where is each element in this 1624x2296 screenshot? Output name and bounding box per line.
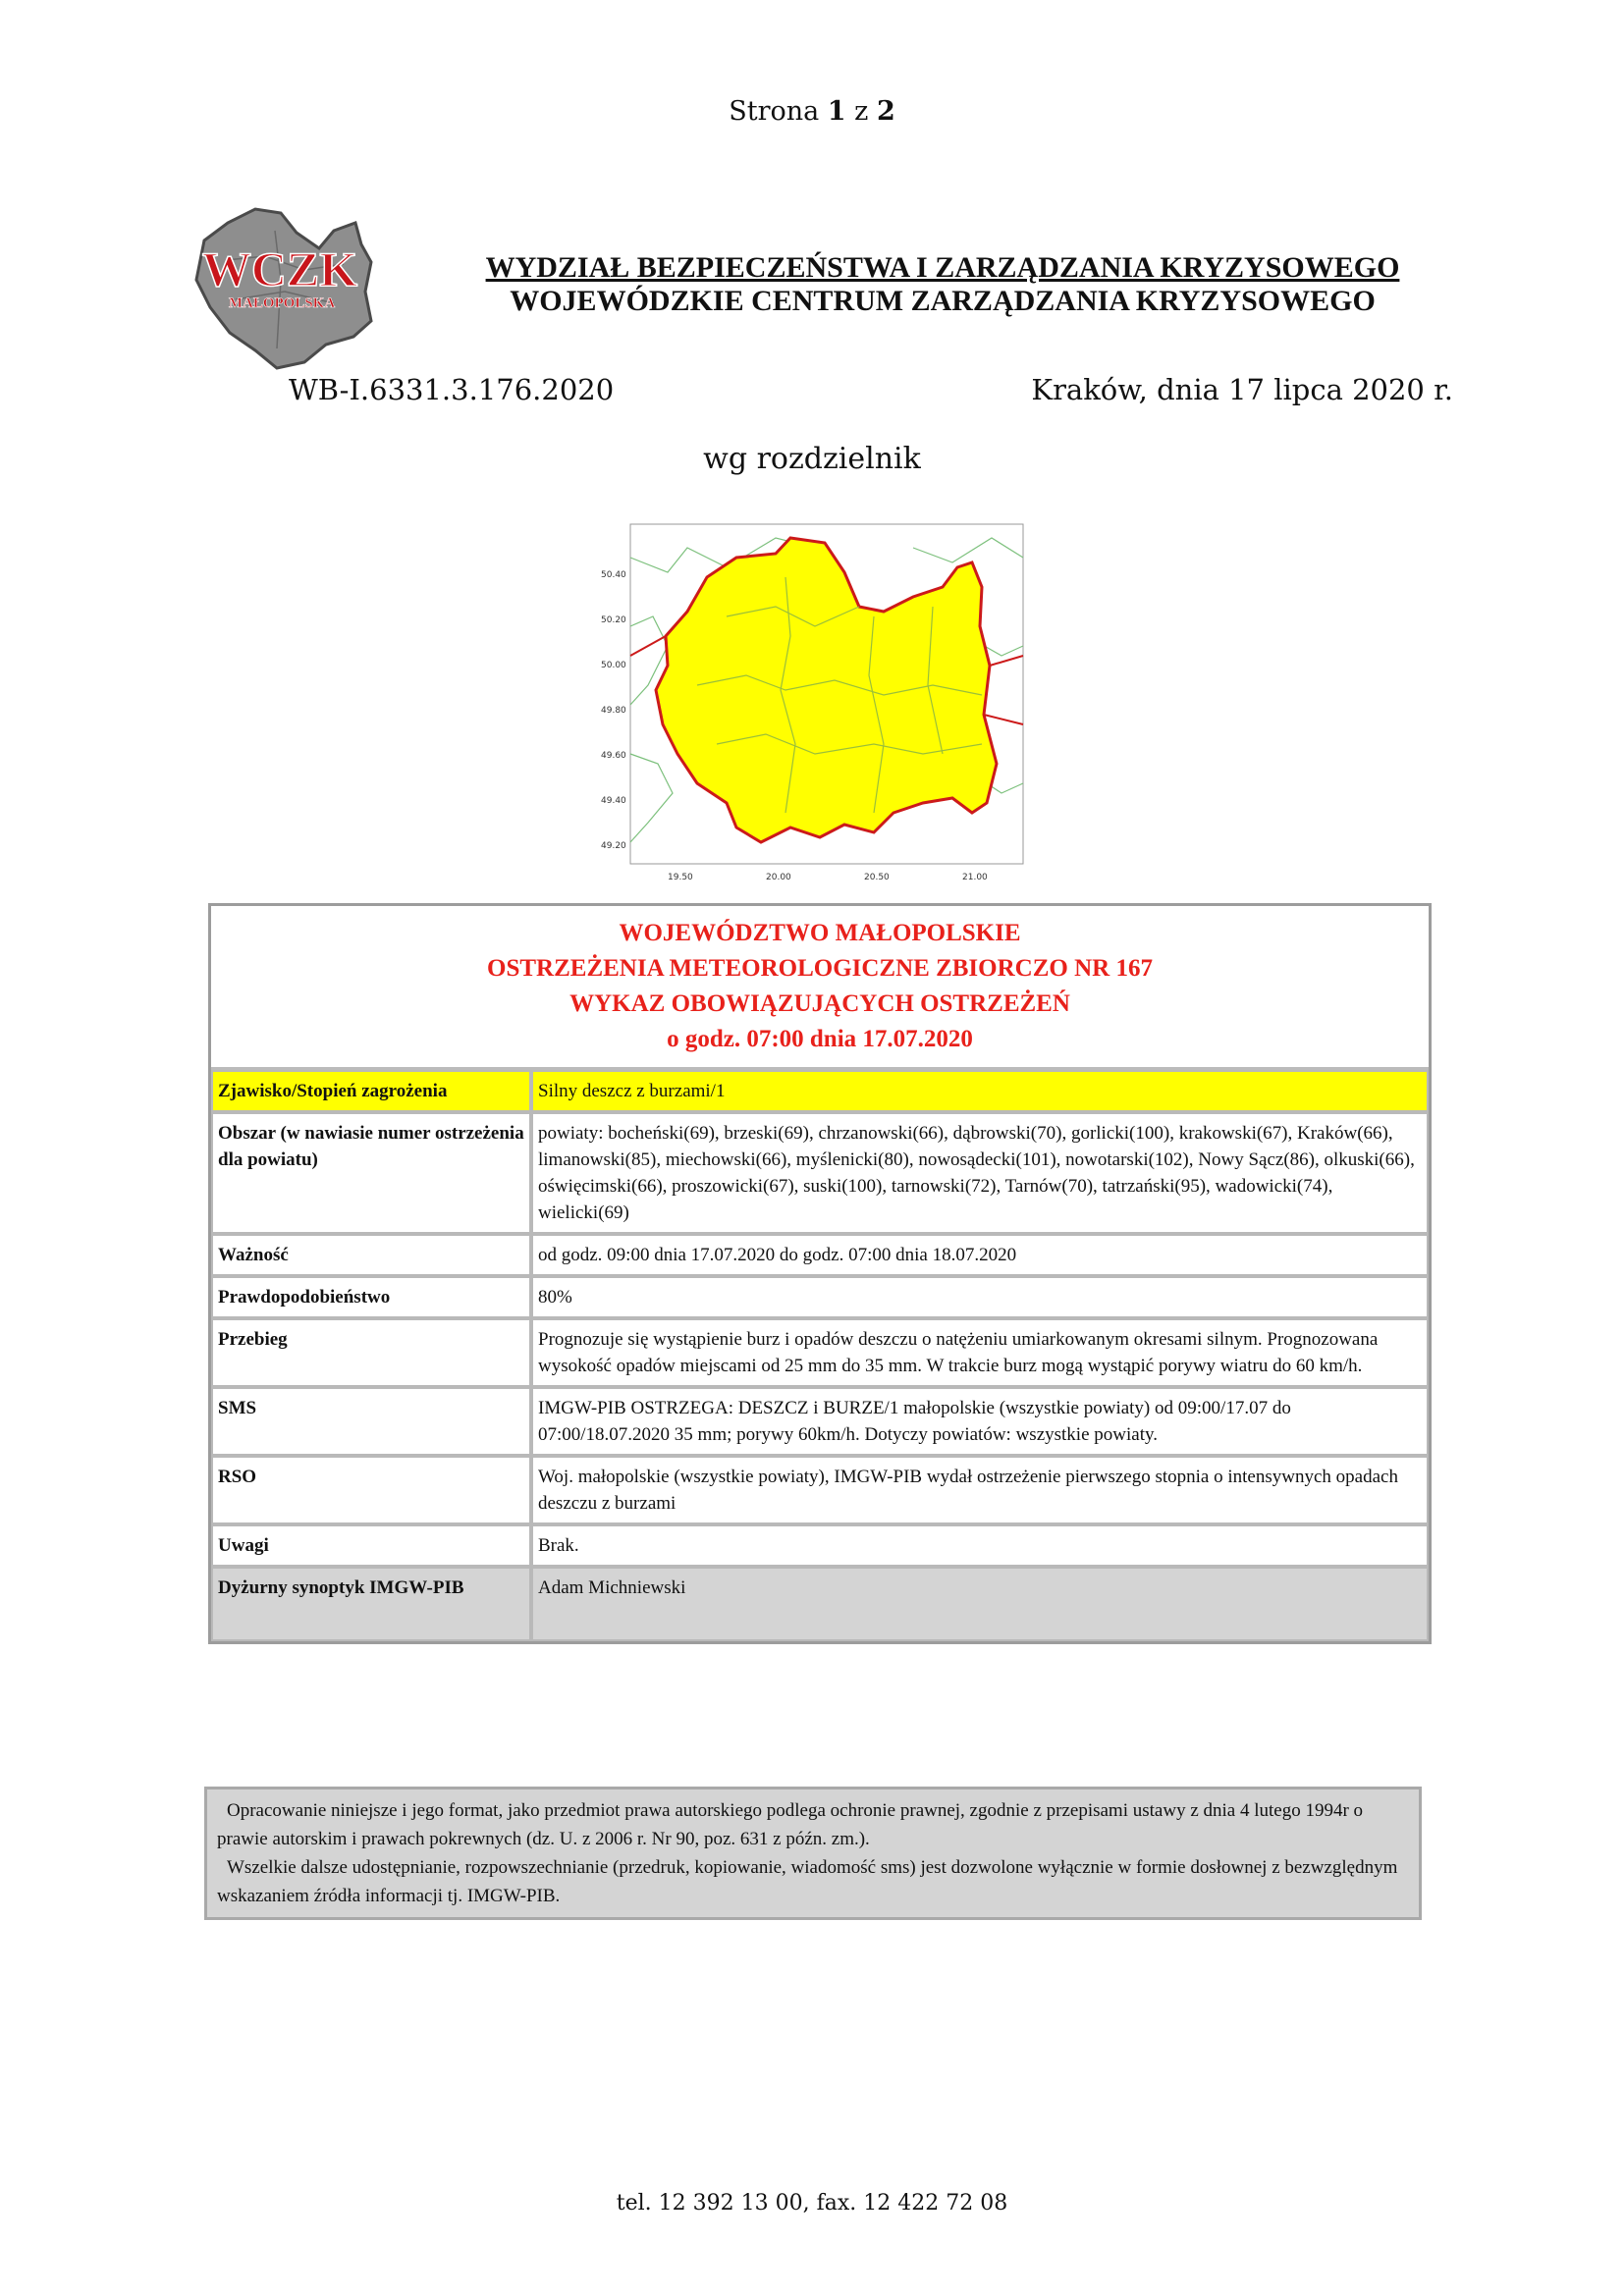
row-value: IMGW-PIB OSTRZEGA: DESZCZ i BURZE/1 małopolskie (wszystkie powiaty) od 09:00/17.07 do 07:00/18.07.2020 35 mm; porywy 60km/h. Dotyczy powiatów: wszystkie powiaty. (531, 1387, 1429, 1456)
row-key: Uwagi (211, 1524, 531, 1567)
row-key: Przebieg (211, 1318, 531, 1387)
map-lon-label: 21.00 (962, 873, 988, 882)
warning-table (211, 1070, 1429, 1641)
row-value: Brak. (531, 1524, 1429, 1567)
table-row (211, 1112, 1429, 1234)
warning-title-number: OSTRZEŻENIA METEOROLOGICZNE ZBIORCZO NR 167 (487, 955, 1153, 982)
map-lon-label: 20.00 (766, 873, 791, 882)
map-lon-label: 19.50 (668, 873, 693, 882)
contact-footer: tel. 12 392 13 00, fax. 12 422 72 08 (616, 2191, 1008, 2216)
row-key: Dyżurny synoptyk IMGW-PIB (211, 1567, 531, 1641)
row-key: SMS (211, 1387, 531, 1456)
warning-title-time: o godz. 07:00 dnia 17.07.2020 (667, 1026, 973, 1052)
row-key: Prawdopodobieństwo (211, 1276, 531, 1318)
row-key: Obszar (w nawiasie numer ostrzeżenia dla powiatu) (211, 1112, 531, 1234)
map-lon-label: 20.50 (864, 873, 890, 882)
row-key: Ważność (211, 1234, 531, 1276)
copyright-paragraph: Wszelkie dalsze udostępnianie, rozpowszechnianie (przedruk, kopiowanie, wiadomość sms) jest dozwolone wyłącznie w formie dosłownej z bezwzględnym wskazaniem źródła informacji tj. IMGW-PIB. (217, 1857, 1398, 1906)
table-row (211, 1276, 1429, 1318)
wczk-logo (187, 201, 383, 378)
map-lat-label: 50.40 (601, 570, 626, 580)
warning-map (579, 518, 1031, 889)
row-value: Prognozuje się wystąpienie burz i opadów deszczu o natężeniu umiarkowanym okresami silnym. Prognozowana wysokość opadów miejscami od 25 mm do 35 mm. W trakcie burz mogą wystąpić porywy wiatru do 60 km/h. (531, 1318, 1429, 1387)
institution-header (422, 251, 1463, 318)
table-row (211, 1456, 1429, 1524)
table-row (211, 1387, 1429, 1456)
warning-title-list: WYKAZ OBOWIĄZUJĄCYCH OSTRZEŻEŃ (569, 990, 1070, 1017)
row-value: powiaty: bocheński(69), brzeski(69), chrzanowski(66), dąbrowski(70), gorlicki(100), krakowski(67), Kraków(66), limanowski(85), miechowski(66), myślenicki(80), nowosądecki(101), nowotarski(102), Nowy Sącz(86), olkuski(66), oświęcimski(66), proszowicki(67), suski(100), tarnowski(72), Tarnów(70), tatrzański(95), wadowicki(74), wielicki(69) (531, 1112, 1429, 1234)
warning-title-region: WOJEWÓDZTWO MAŁOPOLSKIE (619, 920, 1021, 946)
table-row (211, 1567, 1429, 1641)
reference-number: WB-I.6331.3.176.2020 (289, 373, 615, 406)
row-key: Zjawisko/Stopień zagrożenia (211, 1070, 531, 1112)
recipient: wg rozdzielnik (703, 442, 921, 476)
row-value: 80% (531, 1276, 1429, 1318)
page-number: Strona 1 z 2 (729, 96, 895, 127)
logo-title: WCZK (201, 241, 358, 296)
logo-subtitle: MAŁOPOLSKA (228, 295, 336, 311)
row-value: Silny deszcz z burzami/1 (531, 1070, 1429, 1112)
header-department: WYDZIAŁ BEZPIECZEŃSTWA I ZARZĄDZANIA KRYZYSOWEGO (485, 251, 1400, 284)
copyright-paragraph: Opracowanie niniejsze i jego format, jako przedmiot prawa autorskiego podlega ochronie prawnej, zgodnie z przepisami ustawy z dnia 4 lutego 1994r o prawie autorskim i prawach pokrewnych (dz. U. z 2006 r. Nr 90, poz. 631 z późn. zm.). (217, 1800, 1364, 1849)
table-row (211, 1070, 1429, 1112)
warning-box (208, 903, 1432, 1644)
row-key: RSO (211, 1456, 531, 1524)
table-row (211, 1234, 1429, 1276)
table-row (211, 1318, 1429, 1387)
map-lat-label: 49.80 (601, 706, 626, 716)
header-centre: WOJEWÓDZKIE CENTRUM ZARZĄDZANIA KRYZYSOWEGO (510, 285, 1376, 317)
map-lat-label: 50.20 (601, 615, 626, 625)
row-value: Adam Michniewski (531, 1567, 1429, 1641)
warning-heading (211, 906, 1429, 1070)
map-lat-label: 50.00 (601, 661, 626, 670)
table-row (211, 1524, 1429, 1567)
map-lat-label: 49.20 (601, 841, 626, 851)
place-date: Kraków, dnia 17 lipca 2020 r. (1031, 373, 1453, 406)
row-value: Woj. małopolskie (wszystkie powiaty), IMGW-PIB wydał ostrzeżenie pierwszego stopnia o intensywnych opadach deszczu z burzami (531, 1456, 1429, 1524)
map-lat-label: 49.40 (601, 796, 626, 806)
row-value: od godz. 09:00 dnia 17.07.2020 do godz. 07:00 dnia 18.07.2020 (531, 1234, 1429, 1276)
map-lat-label: 49.60 (601, 751, 626, 761)
copyright-notice (204, 1787, 1422, 1920)
